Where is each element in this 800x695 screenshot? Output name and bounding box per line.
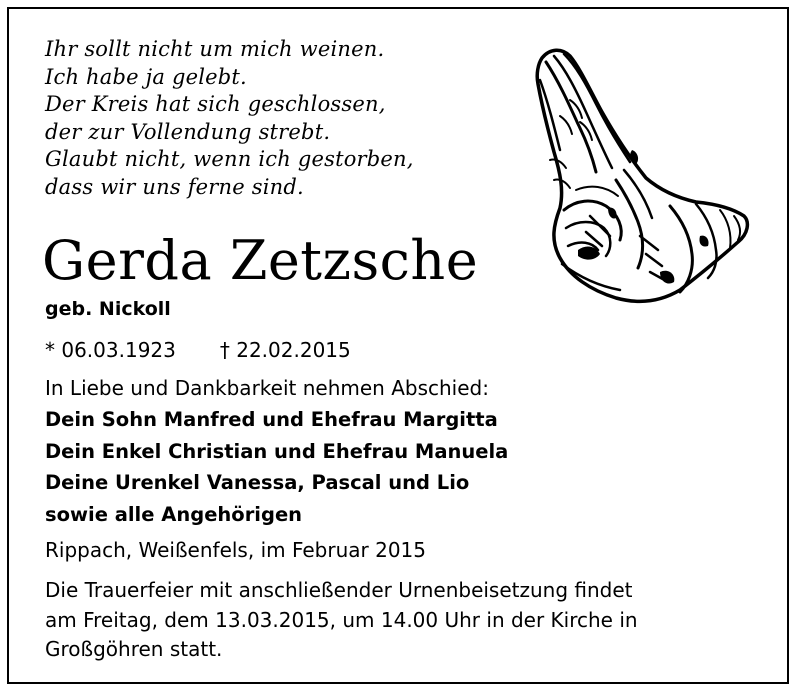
death-date: † 22.02.2015 [219,338,351,362]
poem-line: Der Kreis hat sich geschlossen, [45,92,386,116]
poem-line: dass wir uns ferne sind. [45,174,304,199]
poem-line: Ich habe ja gelebt. [45,64,247,89]
poem-line: Glaubt nicht, wenn ich gestorben, [45,147,414,171]
life-dates [45,338,351,362]
poem-line: der zur Vollendung strebt. [45,119,331,144]
funeral-notice-line: am Freitag, dem 13.03.2015, um 14.00 Uhr in der Kirche in [45,607,638,632]
mourner-entry: sowie alle Angehörigen [45,502,303,526]
birth-date: * 06.03.1923 [45,338,176,362]
poem [45,36,414,201]
mourner-entry: Dein Enkel Christian und Ehefrau Manuela [45,439,509,463]
place-date: Rippach, Weißenfels, im Februar 2015 [45,538,427,562]
mourner-entry: Deine Urenkel Vanessa, Pascal und Lio [45,471,470,494]
praying-hands-icon [520,40,760,310]
mourners-intro: In Liebe und Dankbarkeit nehmen Abschied: [45,376,489,400]
funeral-notice [45,576,745,665]
mourner-entry: Dein Sohn Manfred und Ehefrau Margitta [45,408,498,431]
maiden-name: geb. Nickoll [45,298,171,320]
funeral-notice-line: Die Trauerfeier mit anschließender Urnenbeisetzung findet [45,578,633,602]
mourners-list [45,404,508,530]
deceased-name: Gerda Zetzsche [42,229,479,292]
funeral-notice-line: Großgöhren statt. [45,637,223,661]
poem-line: Ihr sollt nicht um mich weinen. [45,37,385,61]
